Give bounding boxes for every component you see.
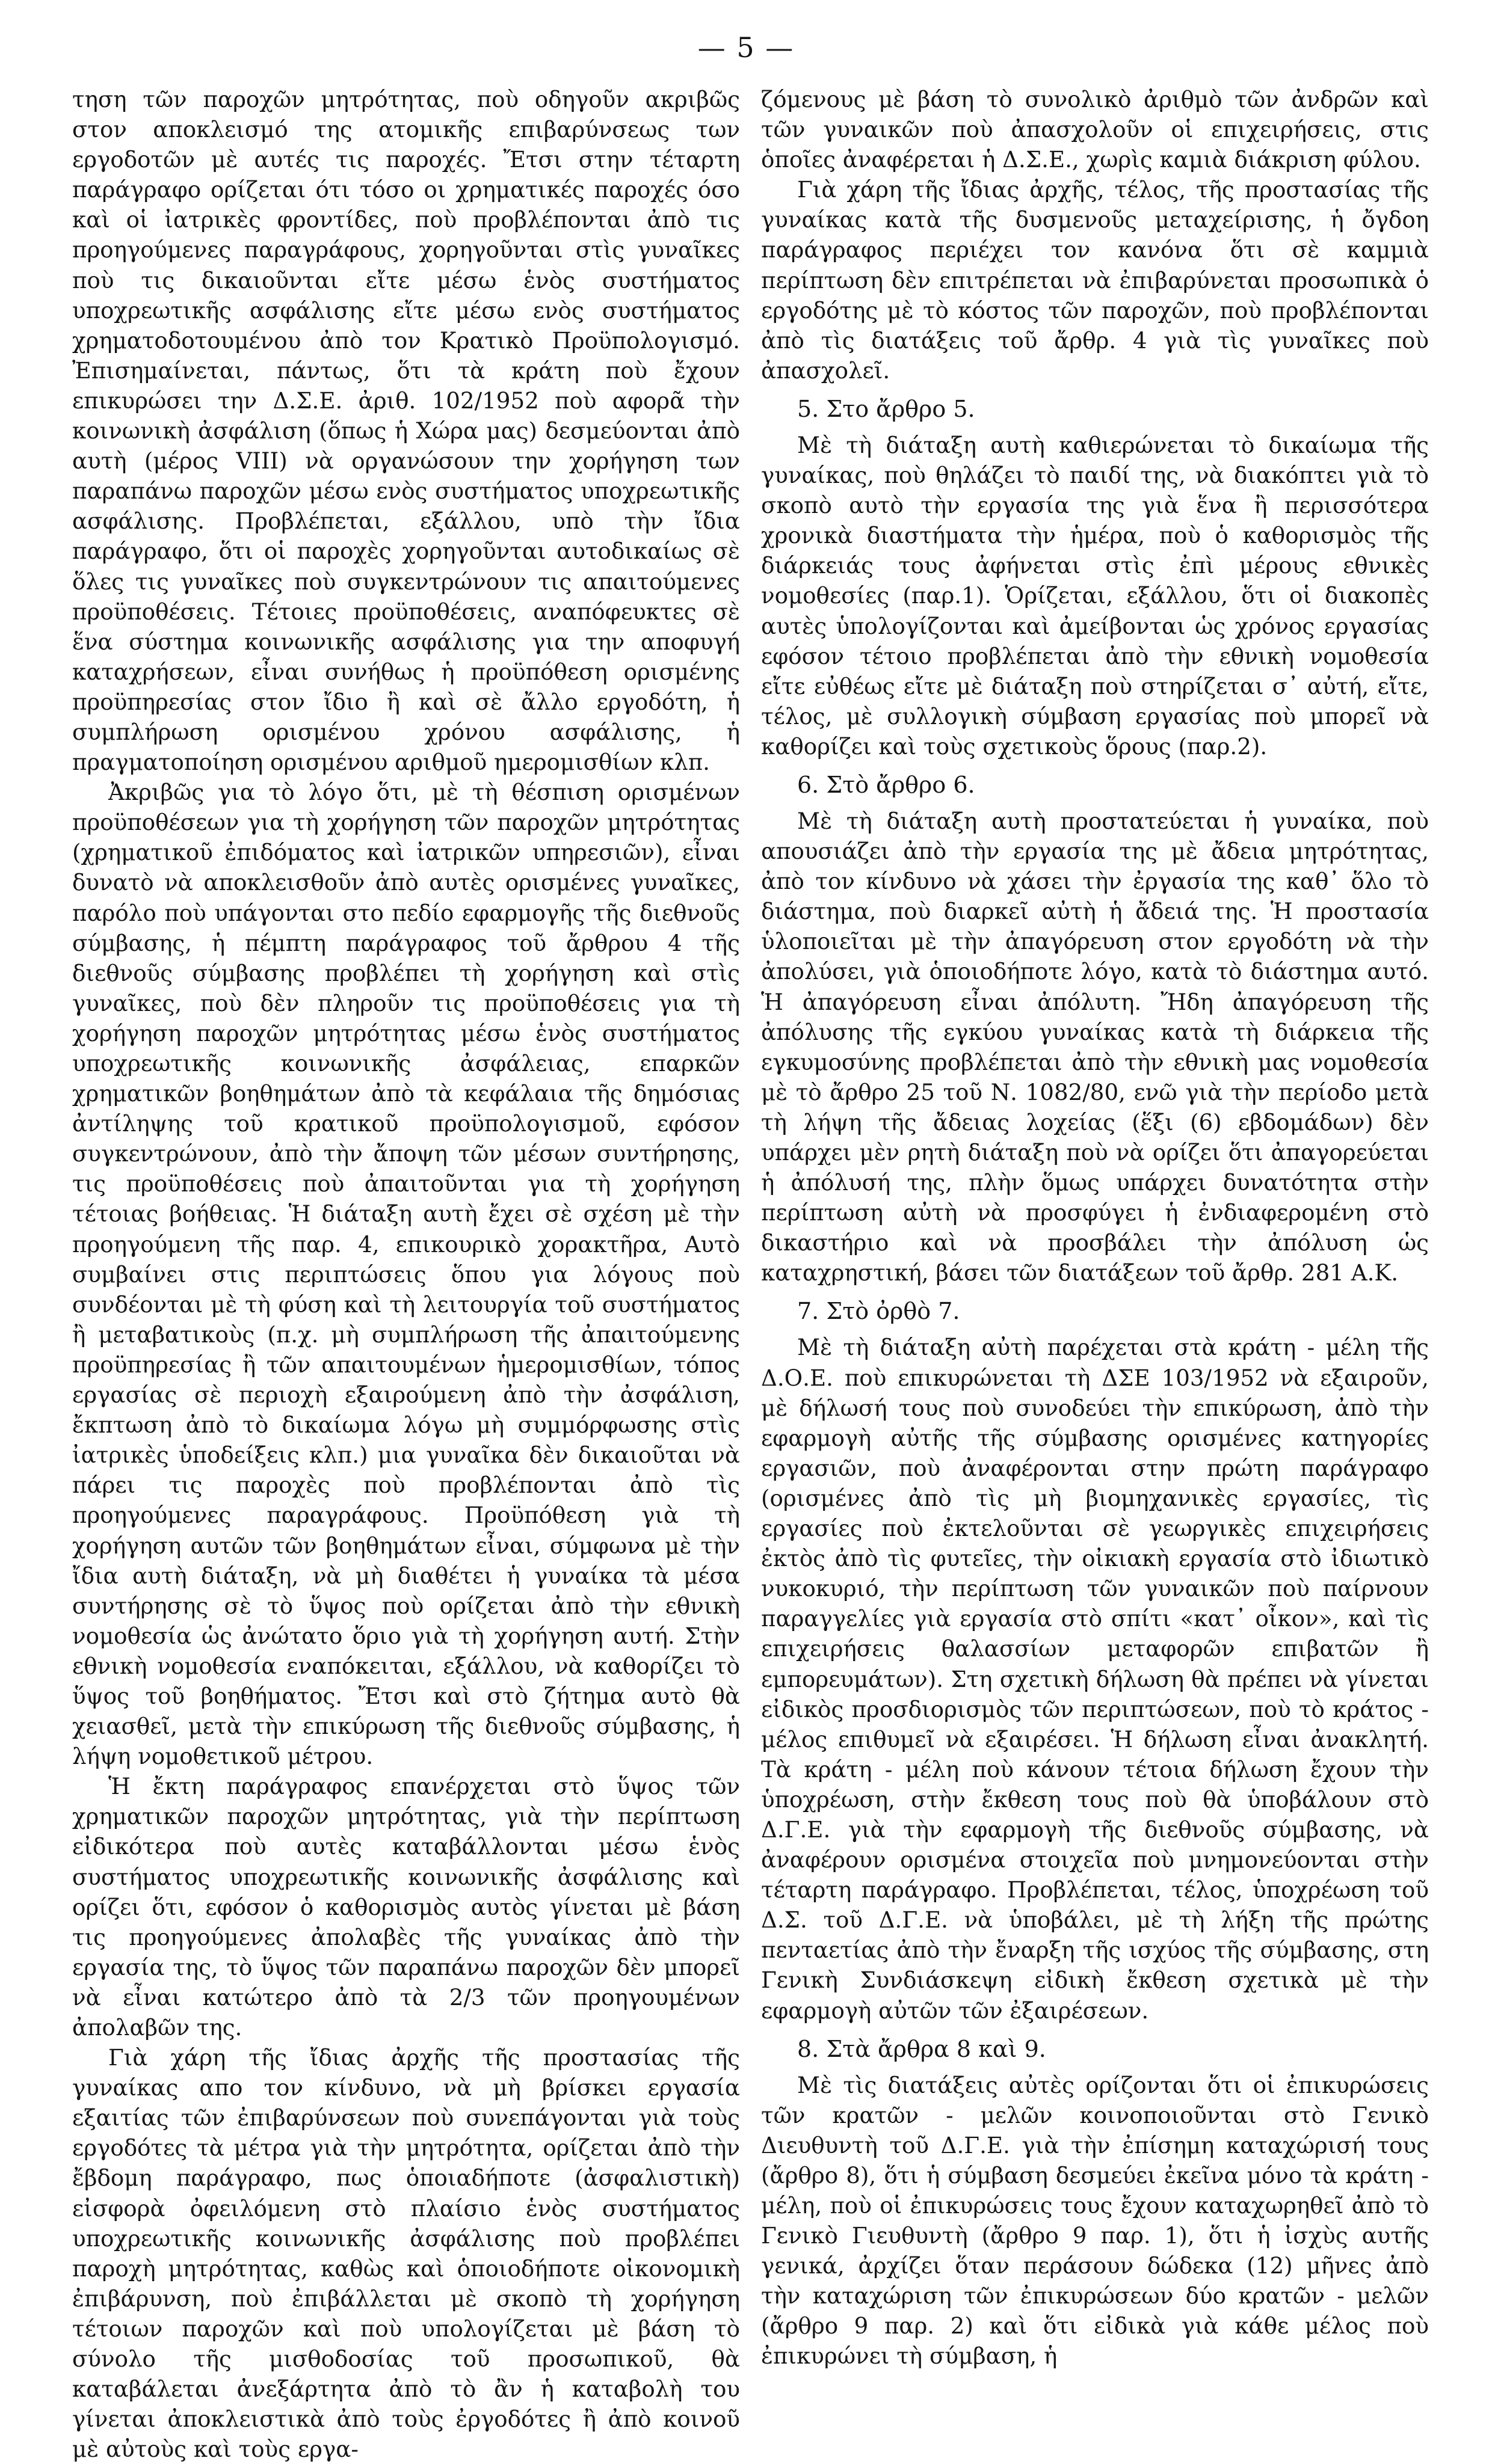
right-column xyxy=(761,84,1429,2371)
paragraph: Γιὰ χάρη τῆς ἴδιας ἀρχῆς, τέλος, τῆς προστασίας τῆς γυναίκας κατὰ τῆς δυσμενοῦς μεταχείρισης, ἡ ὄγδοη παράγραφος περιέχει τον κανόνα ὅτι σὲ καμμιὰ περίπτωση δὲν επιτρέπεται νὰ ἐπιβαρύνεται προσωπικὰ ὁ εργοδότης μὲ τὸ κόστος τῶν παροχῶν, ποὺ προβλέπονται ἀπὸ τὶς διατάξεις τοῦ ἄρθρ. 4 γιὰ τὶς γυναῖκες ποὺ ἀπασχολεῖ. xyxy=(761,176,1429,384)
paragraph: Μὲ τὶς διατάξεις αὐτὲς ορίζονται ὅτι οἱ ἐπικυρώσεις τῶν κρατῶν - μελῶν κοινοποιοῦνται στὸ Γενικὸ Διευθυντὴ τοῦ Δ.Γ.Ε. γιὰ τὴν ἐπίσημη καταχώρισή τους (ἄρθρο 8), ὅτι ἡ σύμβαση δεσμεύει ἐκεῖνα μόνο τὰ κράτη - μέλη, ποὺ οἱ ἐπικυρώσεις τους ἔχουν καταχωρηθεῖ ἀπὸ τὸ Γενικὸ Γιευθυντὴ (ἄρθρο 9 παρ. 1), ὅτι ἡ ἰσχὺς αυτῆς γενικά, ἀρχίζει ὅταν περάσουν δώδεκα (12) μῆνες ἀπὸ τὴν καταχώριση τῶν ἐπικυρώσεων δύο κρατῶν - μελῶν (ἄρθρο 9 παρ. 2) καὶ ὅτι εἰδικὰ γιὰ κάθε μέλος ποὺ ἐπικυρώνει τὴ σύμβαση, ἡ xyxy=(761,2071,1429,2370)
left-column xyxy=(72,84,740,2464)
paragraph: Μὲ τὴ διάταξη αυτὴ καθιερώνεται τὸ δικαίωμα τῆς γυναίκας, ποὺ θηλάζει τὸ παιδί της, νὰ διακόπτει γιὰ τὸ σκοπὸ αυτὸ τὴν εργασία της γιὰ ἕνα ἢ περισσότερα χρονικὰ διαστήματα τὴν ἡμέρα, ποὺ ὁ καθορισμὸς τῆς διάρκειάς τους ἀφήνεται στὶς ἐπὶ μέρους εθνικὲς νομοθεσίες (παρ.1). Ὁρίζεται, εξάλλου, ὅτι οἱ διακοπὲς αυτὲς ὑπολογίζονται καὶ ἀμείβονται ὡς χρόνος εργασίας εφόσον τέτοιο προβλέπεται ἀπὸ τὴν εθνικὴ νομοθεσία εἴτε εὐθέως εἴτε μὲ διάταξη ποὺ στηρίζεται σ᾿ αὐτή, εἴτε, τέλος, μὲ συλλογικὴ σύμβαση εργασίας ποὺ μπορεῖ νὰ καθορίζει καὶ τοὺς σχετικοὺς ὅρους (παρ.2). xyxy=(761,431,1429,760)
paragraph: Μὲ τὴ διάταξη αυτὴ προστατεύεται ἡ γυναίκα, ποὺ απουσιάζει ἀπὸ τὴν εργασία της μὲ ἄδεια μητρότητας, ἀπὸ τον κίνδυνο νὰ χάσει τὴν ἐργασία της καθ᾿ ὅλο τὸ διάστημα, ποὺ διαρκεῖ αὐτὴ ἡ ἄδειά της. Ἡ προστασία ὑλοποιεῖται μὲ τὴν ἀπαγόρευση στον εργοδότη νὰ τὴν ἀπολύσει, γιὰ ὁποιοδήποτε λόγο, κατὰ τὸ διάστημα αυτό. Ἡ ἀπαγόρευση εἶναι ἀπόλυτη. Ἤδη ἀπαγόρευση τῆς ἀπόλυσης τῆς εγκύου γυναίκας κατὰ τὴ διάρκεια τῆς εγκυμοσύνης προβλέπεται ἀπὸ τὴν εθνικὴ μας νομοθεσία μὲ τὸ ἄρθρο 25 τοῦ Ν. 1082/80, ενῶ γιὰ τὴν περίοδο μετὰ τὴ λήψη τῆς ἄδειας λοχείας (ἕξι (6) εβδομάδων) δὲν υπάρχει μὲν ρητὴ διάταξη ποὺ νὰ ορίζει ὅτι ἀπαγορεύεται ἡ ἀπόλυσή της, πλὴν ὅμως υπάρχει δυνατότητα στὴν περίπτωση αὐτὴ νὰ προσφύγει ἡ ἐνδιαφερομένη στὸ δικαστήριο καὶ νὰ προσβάλει τὴν ἀπόλυση ὡς καταχρηστική, βάσει τῶν διατάξεων τοῦ ἄρθρ. 281 Α.Κ. xyxy=(761,807,1429,1286)
section-heading: 5. Στο ἄρθρο 5. xyxy=(797,395,975,422)
page-number: — 5 — xyxy=(697,31,795,64)
section-heading: 7. Στὸ ὀρθὸ 7. xyxy=(797,1298,960,1325)
paragraph: Μὲ τὴ διάταξη αὐτὴ παρέχεται στὰ κράτη - μέλη τῆς Δ.Ο.Ε. ποὺ επικυρώνεται τὴ ΔΣΕ 103/1952 νὰ εξαιροῦν, μὲ δήλωσή τους ποὺ συνοδεύει τὴν επικύρωση, ἀπὸ τὴν εφαρμογὴ αὐτῆς τῆς σύμβασης ορισμένες κατηγορίες εργασιῶν, ποὺ ἀναφέρονται στην πρώτη παράγραφο (ορισμένες ἀπὸ τὶς μὴ βιομηχανικὲς εργασίες, τὶς εργασίες ποὺ ἐκτελοῦνται σὲ γεωργικὲς επιχειρήσεις ἐκτὸς ἀπὸ τὶς φυτεῖες, τὴν οἰκιακὴ εργασία στὸ ἰδιωτικὸ νυκοκυριό, τὴν περίπτωση τῶν γυναικῶν ποὺ παίρνουν παραγγελίες γιὰ εργασία στὸ σπίτι «κατ᾿ οἶκον», καὶ τὶς επιχειρήσεις θαλασσίων μεταφορῶν επιβατῶν ἢ εμπορευμάτων). Στη σχετικὴ δήλωση θὰ πρέπει νὰ γίνεται εἰδικὸς προσδιορισμὸς τῶν περιπτώσεων, ποὺ τὸ κράτος - μέλος επιθυμεῖ νὰ εξαιρέσει. Ἡ δήλωση εἶναι ἀνακλητή. Τὰ κράτη - μέλη ποὺ κάνουν τέτοια δήλωση ἔχουν τὴν ὑποχρέωση, στὴν ἔκθεση τους ποὺ θὰ ὑποβάλουν στὸ Δ.Γ.Ε. γιὰ τὴν εφαρμογὴ τῆς διεθνοῦς σύμβασης, νὰ ἀναφέρουν ορισμένα στοιχεῖα ποὺ μνημονεύονται στὴν τέταρτη παράγραφο. Προβλέπεται, τέλος, ὑποχρέωση τοῦ Δ.Σ. τοῦ Δ.Γ.Ε. νὰ ὑποβάλει, μὲ τὴ λήξη τῆς πρώτης πενταετίας ἀπὸ τὴν ἔναρξη τῆς ισχύος τῆς σύμβασης, στη Γενικὴ Συνδιάσκεψη εἰδικὴ ἔκθεση σχετικὰ μὲ τὴν εφαρμογὴ αὐτῶν τῶν ἐξαιρέσεων. xyxy=(761,1334,1429,2024)
paragraph: ζόμενους μὲ βάση τὸ συνολικὸ ἀριθμὸ τῶν ἀνδρῶν καὶ τῶν γυναικῶν ποὺ ἀπασχολοῦν οἱ επιχειρήσεις, στις ὁποῖες ἀναφέρεται ἡ Δ.Σ.Ε., χωρὶς καμιὰ διάκριση φύλου. xyxy=(761,86,1429,173)
paragraph: τηση τῶν παροχῶν μητρότητας, ποὺ οδηγοῦν ακριβῶς στον αποκλεισμό της ατομικῆς επιβαρύνσεως των εργοδοτῶν μὲ αυτές τις παροχές. Ἔτσι στην τέταρτη παράγραφο ορίζεται ότι τόσο οι χρηματικές παροχές όσο καὶ οἱ ἰατρικὲς φροντίδες, ποὺ προβλέπονται ἀπὸ τις προηγούμενες παραγράφους, χορηγοῦνται στὶς γυναῖκες ποὺ τις δικαιοῦνται εἴτε μέσω ἑνὸς συστήματος υποχρεωτικῆς ασφάλισης εἴτε μέσω ενὸς συστήματος χρηματοδοτουμένου ἀπὸ τον Κρατικὸ Προϋπολογισμό. Ἐπισημαίνεται, πάντως, ὅτι τὰ κράτη ποὺ ἔχουν επικυρώσει την Δ.Σ.Ε. ἀριθ. 102/1952 ποὺ αφορᾶ τὴν κοινωνικὴ ἀσφάλιση (ὅπως ἡ Χώρα μας) δεσμεύονται ἀπὸ αυτὴ (μέρος VIII) νὰ οργανώσουν την χορήγηση των παραπάνω παροχῶν μέσω ενὸς συστήματος υποχρεωτικῆς ασφάλισης. Προβλέπεται, εξάλλου, υπὸ τὴν ἴδια παράγραφο, ὅτι οἱ παροχὲς χορηγοῦνται αυτοδικαίως σὲ ὅλες τις γυναῖκες ποὺ συγκεντρώνουν τις απαιτούμενες προϋποθέσεις. Τέτοιες προϋποθέσεις, αναπόφευκτες σὲ ἕνα σύστημα κοινωνικῆς ασφάλισης για την αποφυγή καταχρήσεων, εἶναι συνήθως ἡ προϋπόθεση ορισμένης προϋπηρεσίας στον ἴδιο ἢ καὶ σὲ ἄλλο εργοδότη, ἡ συμπλήρωση ορισμένου χρόνου ασφάλισης, ἡ πραγματοποίηση ορισμένου αριθμοῦ ημερομισθίων κλπ. xyxy=(72,86,740,776)
paragraph: Ἡ ἔκτη παράγραφος επανέρχεται στὸ ὕψος τῶν χρηματικῶν παροχῶν μητρότητας, γιὰ τὴν περίπτωση εἰδικότερα ποὺ αυτὲς καταβάλλονται μέσω ἑνὸς συστήματος υποχρεωτικῆς κοινωνικῆς ἀσφάλισης καὶ ορίζει ὅτι, εφόσον ὁ καθορισμὸς αυτὸς γίνεται μὲ βάση τις προηγούμενες ἀπολαβὲς τῆς γυναίκας ἀπὸ τὴν εργασία της, τὸ ὕψος τῶν παραπάνω παροχῶν δὲν μπορεῖ νὰ εἶναι κατώτερο ἀπὸ τὰ 2/3 τῶν προηγουμένων ἀπολαβῶν της. xyxy=(72,1773,740,2041)
paragraph: Γιὰ χάρη τῆς ἴδιας ἀρχῆς τῆς προστασίας τῆς γυναίκας απο τον κίνδυνο, νὰ μὴ βρίσκει εργασία εξαιτίας τῶν ἐπιβαρύνσεων ποὺ συνεπάγονται γιὰ τοὺς εργοδότες τὰ μέτρα γιὰ τὴν μητρότητα, ορίζεται ἀπὸ τὴν ἔβδομη παράγραφο, πως ὁποιαδήποτε (ἀσφαλιστικὴ) εἰσφορὰ ὀφειλόμενη στὸ πλαίσιο ἑνὸς συστήματος υποχρεωτικῆς κοινωνικῆς ἀσφάλισης ποὺ προβλέπει παροχὴ μητρότητας, καθὼς καὶ ὁποιοδήποτε οἰκονομικὴ ἐπιβάρυνση, ποὺ ἐπιβάλλεται μὲ σκοπὸ τὴ χορήγηση τέτοιων παροχῶν καὶ ποὺ υπολογίζεται μὲ βάση τὸ σύνολο τῆς μισθοδοσίας τοῦ προσωπικοῦ, θὰ καταβάλεται ἀνεξάρτητα ἀπὸ τὸ ἂν ἡ καταβολὴ του γίνεται ἀποκλειστικὰ ἀπὸ τοὺς ἐργοδότες ἢ ἀπὸ κοινοῦ μὲ αὐτοὺς καὶ τοὺς εργα- xyxy=(72,2044,740,2463)
section-heading: 8. Στὰ ἄρθρα 8 καὶ 9. xyxy=(797,2035,1046,2062)
section-heading: 6. Στὸ ἄρθρο 6. xyxy=(797,771,975,798)
paragraph: Ἀκριβῶς για τὸ λόγο ὅτι, μὲ τὴ θέσπιση ορισμένων προϋποθέσεων για τὴ χορήγηση τῶν παροχῶν μητρότητας (χρηματικοῦ ἐπιδόματος καὶ ἰατρικῶν υπηρεσιῶν), εἶναι δυνατὸ νὰ αποκλεισθοῦν ἀπὸ αυτὲς ορισμένες γυναῖκες, παρόλο ποὺ υπάγονται στο πεδίο εφαρμογῆς τῆς διεθνοῦς σύμβασης, ἡ πέμπτη παράγραφος τοῦ ἄρθρου 4 τῆς διεθνοῦς σύμβασης προβλέπει τὴ χορήγηση καὶ στὶς γυναῖκες, ποὺ δὲν πληροῦν τις προϋποθέσεις για τὴ χορήγηση παροχῶν μητρότητας μέσω ἑνὸς συστήματος υποχρεωτικῆς κοινωνικῆς ἀσφάλειας, επαρκῶν χρηματικῶν βοηθημάτων ἀπὸ τὰ κεφάλαια τῆς δημόσιας ἀντίληψης τοῦ κρατικοῦ προϋπολογισμοῦ, εφόσον συγκεντρώνουν, ἀπὸ τὴν ἄποψη τῶν μέσων συντήρησης, τις προϋποθέσεις ποὺ ἀπαιτοῦνται για τὴ χορήγηση τέτοιας βοήθειας. Ἡ διάταξη αυτὴ ἔχει σὲ σχέση μὲ τὴν προηγούμενη τῆς παρ. 4, επικουρικὸ χορακτῆρα, Αυτὸ συμβαίνει στις περιπτώσεις ὅπου για λόγους ποὺ συνδέονται μὲ τὴ φύση καὶ τὴ λειτουργία τοῦ συστήματος ἢ μεταβατικοὺς (π.χ. μὴ συμπλήρωση τῆς ἀπαιτούμενης προϋπηρεσίας ἢ τῶν απαιτουμένων ἡμερομισθίων, τόπος εργασίας σὲ περιοχὴ εξαιρούμενη ἀπὸ τὴν ἀσφάλιση, ἔκπτωση ἀπὸ τὸ δικαίωμα λόγω μὴ συμμόρφωσης στὶς ἰατρικὲς ὑποδείξεις κλπ.) μια γυναῖκα δὲν δικαιοῦται νὰ πάρει τις παροχὲς ποὺ προβλέπονται ἀπὸ τὶς προηγούμενες παραγράφους. Προϋπόθεση γιὰ τὴ χορήγηση αυτῶν τῶν βοηθημάτων εἶναι, σύμφωνα μὲ τὴν ἴδια αυτὴ διάταξη, νὰ μὴ διαθέτει ἡ γυναίκα τὰ μέσα συντήρησης σὲ τὸ ὕψος ποὺ ορίζεται ἀπὸ τὴν εθνικὴ νομοθεσία ὡς ἀνώτατο ὅριο γιὰ τὴ χορήγηση αυτή. Στὴν εθνικὴ νομοθεσία εναπόκειται, εξάλλου, νὰ καθορίζει τὸ ὕψος τοῦ βοηθήματος. Ἔτσι καὶ στὸ ζήτημα αυτὸ θὰ χειασθεῖ, μετὰ τὴν επικύρωση τῆς διεθνοῦς σύμβασης, ἡ λήψη νομοθετικοῦ μέτρου. xyxy=(72,779,740,1770)
